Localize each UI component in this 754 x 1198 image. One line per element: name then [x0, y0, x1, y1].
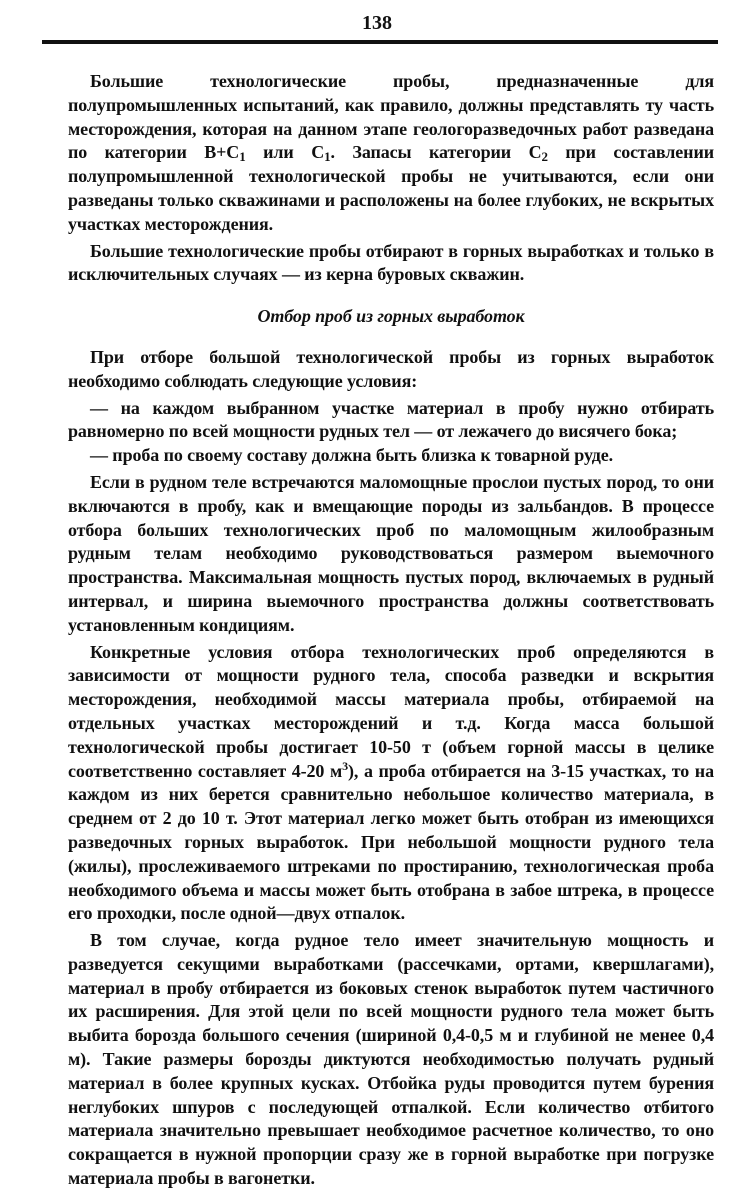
paragraph-6: В том случае, когда рудное тело имеет значительную мощность и разведуется секущими выработками (рассечками, ортами, квершлагами), материал в пробу отбирается из боковых стенок выработок путем частичного их расширения. Для этой цели по всей мощности рудного тела может быть выбита борозда большого сечения (шириной 0,4-0,5 м и глубиной не менее 0,4 м). Такие размеры борозды диктуются необходимостью получать рудный материал в более крупных кусках. Отбойка руды проводится путем бурения неглубоких шпуров с последующей отпалкой. Если количество отбитого материала значительно превышает необходимое расчетное количество, то оно сокращается в нужной пропорции сразу же в горной выработке при погрузке материала пробы в вагонетки.: [68, 930, 714, 1189]
paragraph-5: [68, 641, 714, 927]
list-item-1: — на каждом выбранном участке материал в пробу нужно отбирать равномерно по всей мощности рудных тел — от лежачего до висячего бока;: [68, 397, 714, 442]
paragraph-4: Если в рудном теле встречаются маломощные прослои пустых пород, то они включаются в пробу, как и вмещающие породы из зальбандов. В процессе отбора больших технологических проб по маломощным жилообразным рудным телам необходимо руководствоваться размером выемочного пространства. Максимальная мощность пустых пород, включаемых в рудный интервал, и ширина выемочного пространства должны соответствовать установленным кондициям.: [68, 471, 714, 635]
subscript: 2: [541, 149, 548, 165]
list-item-2: — проба по своему составу должна быть близка к товарной руде.: [90, 445, 614, 466]
paragraph-1: [68, 70, 714, 237]
paragraph-1-text-4: при составлении полупромышленной технологической пробы не учитываются, если они разведаны только скважинами и расположены на более глубоких, не вскрытых участках месторождения.: [68, 142, 714, 234]
header-rule: [42, 40, 718, 44]
page-body: [68, 70, 714, 1194]
paragraph-1-text-1: Большие технологические пробы, предназначенные для полупромышленных испытаний, как правило, должны представлять ту часть месторождения, которая на данном этапе геологоразведочных работ разведана по категории B+C: [68, 71, 714, 163]
page-number: 138: [362, 12, 392, 34]
superscript: 3: [342, 758, 349, 773]
paragraph-5-text-1: Конкретные условия отбора технологических проб определяются в зависимости от мощности рудного тела, способа разведки и вскрытия месторождения, необходимой массы материала пробы, отбираемой на отдельных участках месторождений и т.д. Когда масса большой технологической пробы достигает 10-50 т (объем горной массы в целике соответственно составляет 4-20 м: [68, 641, 714, 781]
paragraph-5-text-2: ), а проба отбирается на 3-15 участках, то на каждом из них берется сравнительно небольшое количество материала, в среднем от 2 до 10 т. Этот материал легко может быть отобран из имеющихся разведочных горных выработок. При небольшой мощности рудного тела (жилы), прослеживаемого штреками по простиранию, технологическая проба необходимого объема и массы может быть отобрана в забое штрека, в процессе его проходки, после одной—двух отпалок.: [68, 760, 714, 924]
section-heading: Отбор проб из горных выработок: [257, 306, 525, 327]
paragraph-1-text-3: . Запасы категории C: [330, 142, 542, 163]
subscript: 1: [324, 149, 331, 165]
paragraph-2: Большие технологические пробы отбирают в горных выработках и только в исключительных случаях — из керна буровых скважин.: [68, 240, 714, 285]
paragraph-3: При отборе большой технологической пробы из горных выработок необходимо соблюдать следующие условия:: [68, 346, 714, 391]
subscript: 1: [239, 149, 246, 165]
paragraph-1-text-2: или C: [245, 142, 325, 163]
